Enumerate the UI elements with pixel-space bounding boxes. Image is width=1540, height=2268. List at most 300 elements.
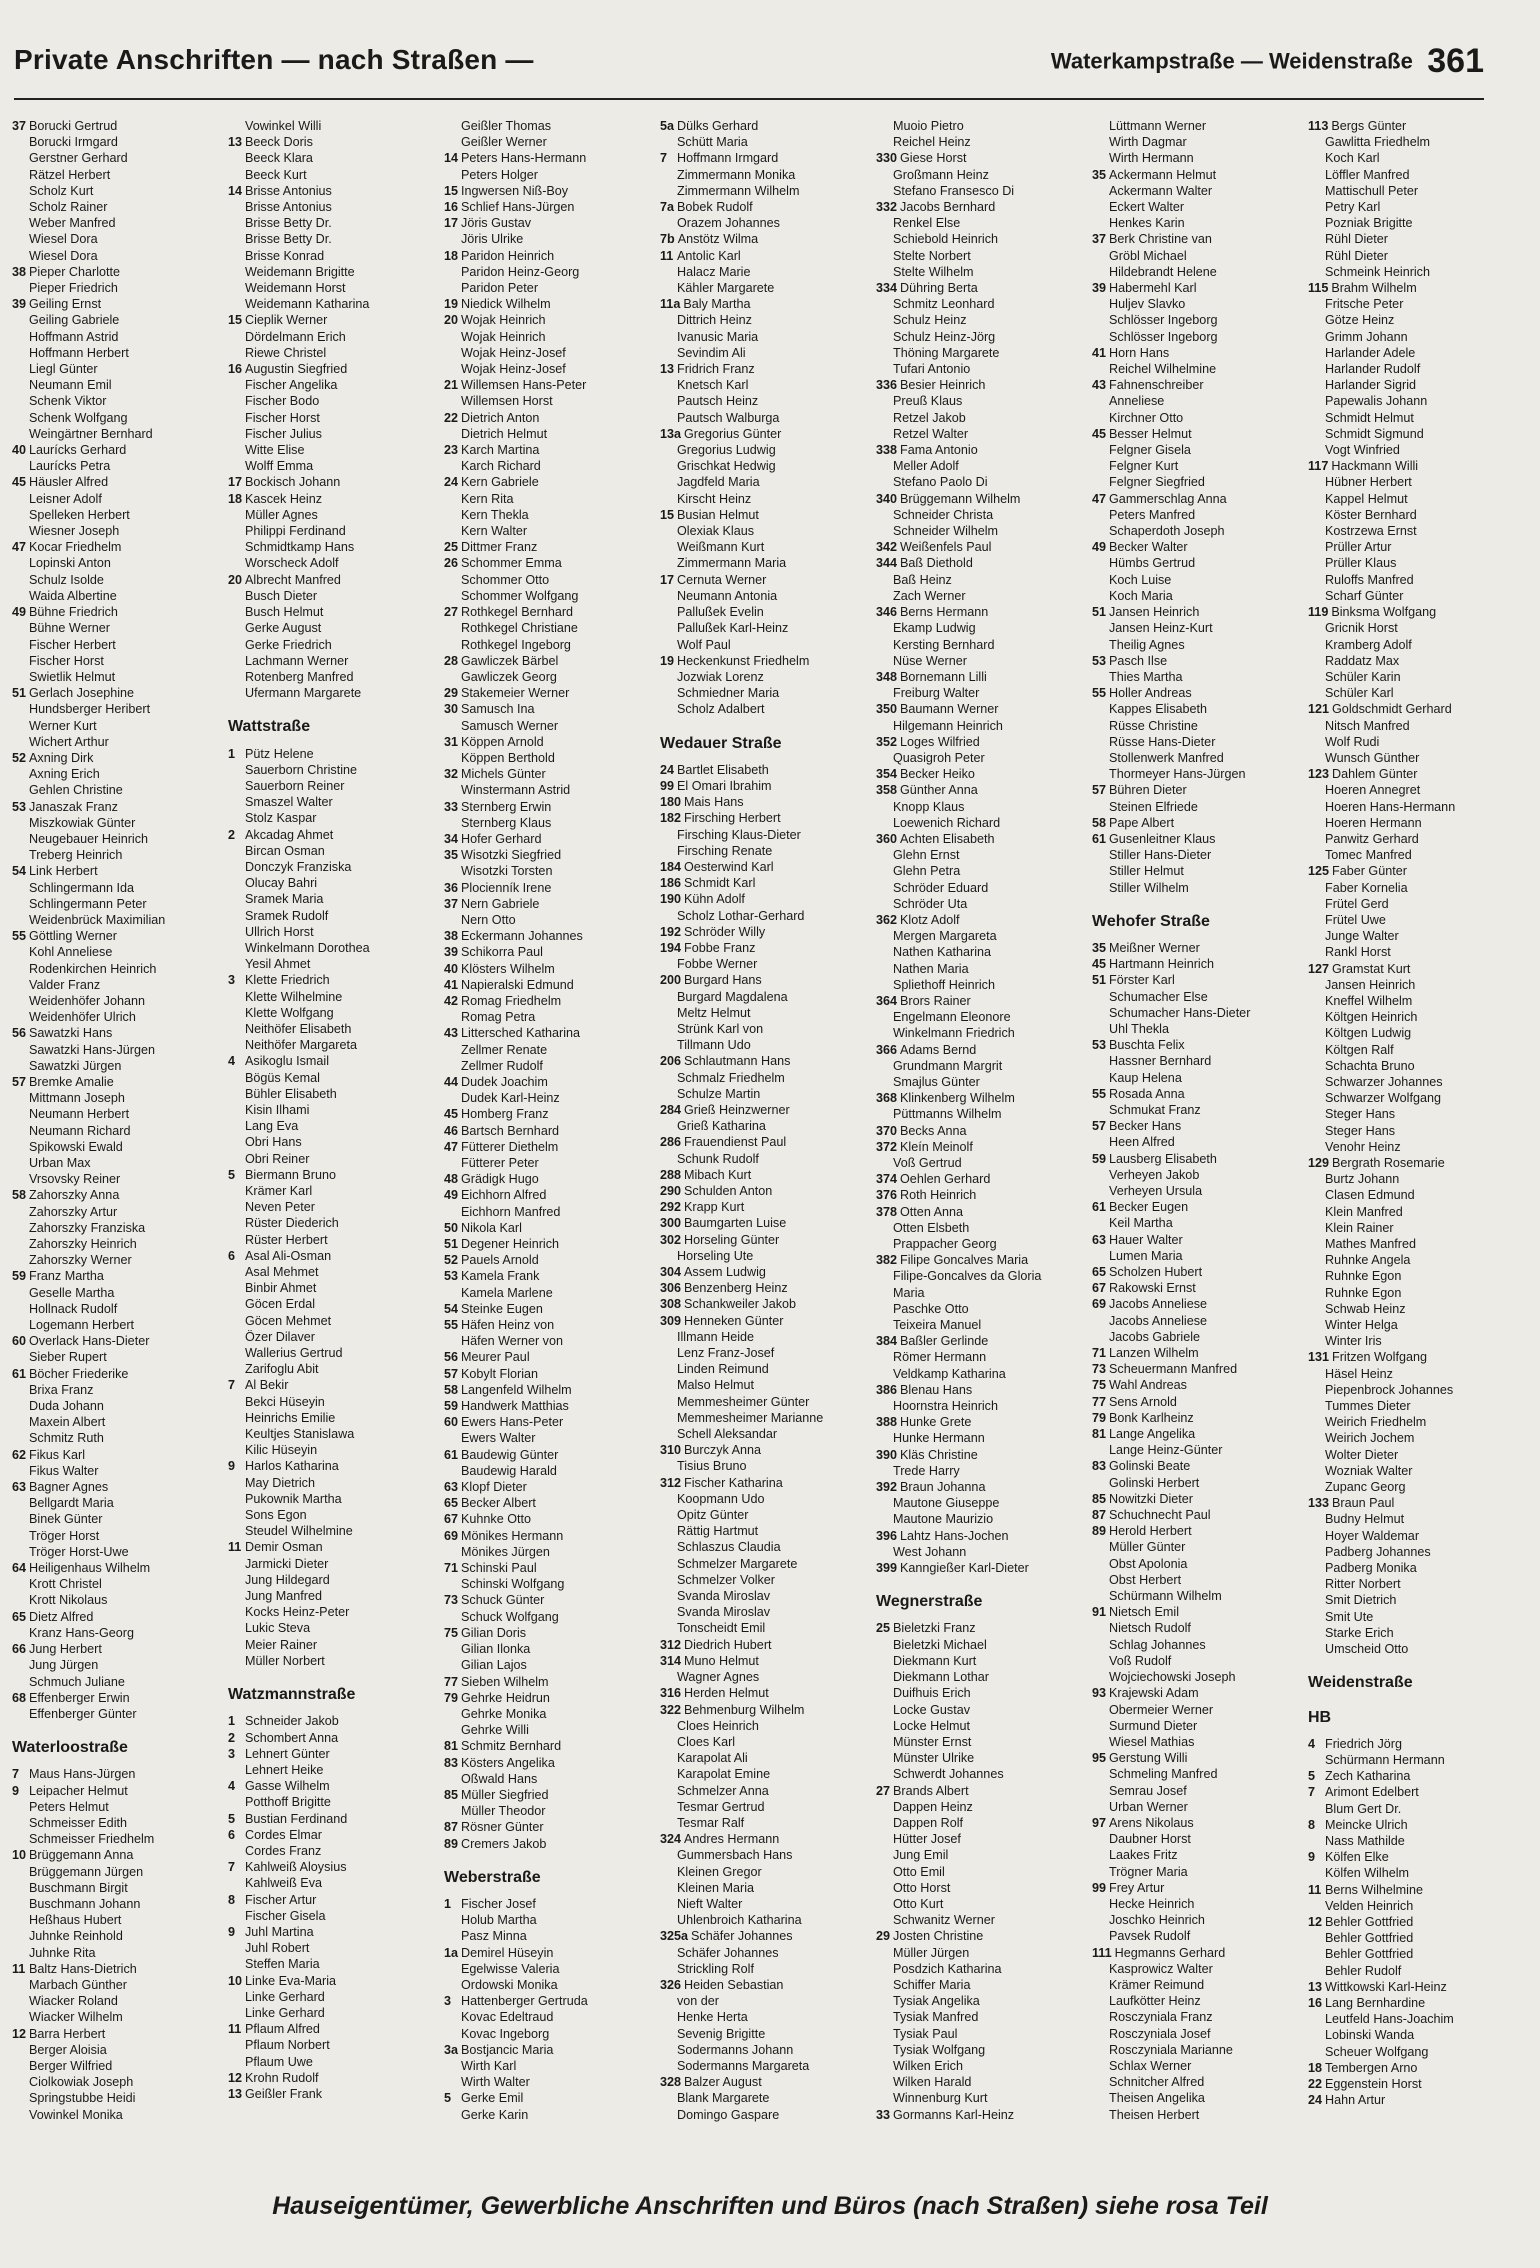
directory-entry — [1092, 1264, 1308, 1280]
directory-entry — [660, 150, 876, 166]
resident-name: Schnitcher Alfred — [1109, 2075, 1205, 2090]
resident-name: Cloes Karl — [677, 1734, 736, 1749]
house-number: 328 — [660, 2075, 682, 2090]
resident-name: Potthoff Brigitte — [245, 1795, 331, 1810]
directory-entry — [876, 1928, 1092, 1944]
directory-entry — [660, 1637, 876, 1653]
resident-name: Weirich Jochem — [1325, 1431, 1415, 1446]
resident-name: Andres Hermann — [684, 1832, 780, 1847]
directory-entry — [444, 555, 660, 571]
resident-name: Nitsch Manfred — [1325, 718, 1410, 733]
resident-name: Kostrzewa Ernst — [1325, 524, 1417, 539]
resident-name: Brisse Antonius — [245, 200, 332, 215]
directory-entry — [1308, 2044, 1524, 2060]
directory-entry — [228, 1827, 444, 1843]
directory-entry — [876, 118, 1092, 134]
resident-name: Reichel Wilhelmine — [1109, 362, 1217, 377]
house-number: 372 — [876, 1139, 898, 1154]
directory-entry — [12, 928, 228, 944]
house-number: 89 — [444, 1836, 459, 1851]
resident-name: Wojak Heinrich — [461, 329, 546, 344]
directory-entry — [660, 1134, 876, 1150]
house-number: 49 — [444, 1188, 459, 1203]
directory-entry — [12, 1382, 228, 1398]
directory-entry — [1308, 280, 1524, 296]
directory-entry — [444, 847, 660, 863]
directory-entry — [228, 118, 444, 134]
resident-name: Otto Emil — [893, 1864, 945, 1879]
resident-name: Petry Karl — [1325, 200, 1381, 215]
resident-name: Schunk Rudolf — [677, 1151, 759, 1166]
resident-name: Kranz Hans-Georg — [29, 1625, 134, 1640]
directory-entry — [876, 669, 1092, 685]
resident-name: Stiller Wilhelm — [1109, 880, 1189, 895]
directory-entry — [1092, 1815, 1308, 1831]
directory-entry — [1308, 410, 1524, 426]
directory-entry — [660, 1831, 876, 1847]
resident-name: Rosczyniala Josef — [1109, 2026, 1211, 2041]
directory-entry — [660, 908, 876, 924]
resident-name: Demir Osman — [245, 1540, 323, 1555]
directory-entry — [660, 1766, 876, 1782]
house-number: 2 — [228, 1730, 236, 1745]
directory-entry — [444, 734, 660, 750]
directory-entry — [876, 1301, 1092, 1317]
resident-name: Asal Ali-Osman — [245, 1248, 332, 1263]
resident-name: Fütterer Diethelm — [461, 1139, 559, 1154]
resident-name: Kappes Elisabeth — [1109, 702, 1208, 717]
directory-entry — [876, 1718, 1092, 1734]
resident-name: Zellmer Renate — [461, 1042, 548, 1057]
directory-entry — [1092, 863, 1308, 879]
directory-entry — [12, 1074, 228, 1090]
directory-entry — [876, 1042, 1092, 1058]
house-number: 67 — [1092, 1281, 1107, 1296]
directory-entry — [228, 1475, 444, 1491]
resident-name: Meier Rainer — [245, 1637, 318, 1652]
resident-name: Harlander Rudolf — [1325, 362, 1421, 377]
resident-name: Pape Albert — [1109, 815, 1175, 830]
house-number: 83 — [1092, 1459, 1107, 1474]
resident-name: Besser Helmut — [1109, 426, 1192, 441]
directory-entry — [444, 1912, 660, 1928]
resident-name: Grischkat Hedwig — [677, 459, 776, 474]
directory-entry — [228, 1215, 444, 1231]
directory-entry — [12, 1993, 228, 2009]
resident-name: Jansen Heinrich — [1325, 977, 1416, 992]
directory-entry — [876, 1560, 1092, 1576]
resident-name: Hauer Walter — [1109, 1232, 1183, 1247]
directory-entry — [660, 1345, 876, 1361]
house-number: 11 — [660, 248, 674, 263]
house-number: 47 — [444, 1139, 459, 1154]
house-number: 54 — [444, 1301, 459, 1316]
resident-name: Cieplik Werner — [245, 313, 328, 328]
resident-name: Arens Nikolaus — [1109, 1815, 1194, 1830]
resident-name: Effenberger Erwin — [29, 1690, 130, 1705]
resident-name: Diedrich Hubert — [684, 1637, 772, 1652]
directory-entry — [876, 1155, 1092, 1171]
resident-name: Bögüs Kemal — [245, 1070, 320, 1085]
resident-name: Lange Angelika — [1109, 1427, 1196, 1442]
resident-name: Rothkegel Bernhard — [461, 605, 574, 620]
resident-name: Paridon Heinrich — [461, 248, 555, 263]
directory-entry — [660, 1734, 876, 1750]
resident-name: Leutfeld Hans-Joachim — [1325, 2012, 1454, 2027]
resident-name: Hattenberger Gertruda — [461, 1994, 588, 2009]
directory-entry — [444, 1236, 660, 1252]
resident-name: Samusch Ina — [461, 702, 535, 717]
directory-entry — [12, 1301, 228, 1317]
house-number: 79 — [1092, 1410, 1107, 1425]
resident-name: Duifhuis Erich — [893, 1686, 971, 1701]
resident-name: Schumacher Else — [1109, 989, 1208, 1004]
resident-name: Kneffel Wilhelm — [1325, 993, 1413, 1008]
resident-name: Mautone Giuseppe — [893, 1496, 1000, 1511]
directory-entry — [12, 426, 228, 442]
house-number: 10 — [228, 1973, 243, 1988]
resident-name: Gerstung Willi — [1109, 1751, 1188, 1766]
directory-entry — [876, 1896, 1092, 1912]
directory-entry — [444, 474, 660, 490]
directory-entry — [12, 474, 228, 490]
house-number: 182 — [660, 811, 682, 826]
resident-name: Wiacker Roland — [29, 1994, 118, 2009]
resident-name: Pütz Helene — [245, 746, 314, 761]
resident-name: Hegmanns Gerhard — [1114, 1945, 1226, 1960]
resident-name: Becker Albert — [461, 1496, 536, 1511]
resident-name: Neumann Emil — [29, 378, 112, 393]
resident-name: Stiller Helmut — [1109, 864, 1184, 879]
directory-entry — [228, 2037, 444, 2053]
house-number: 388 — [876, 1415, 898, 1430]
resident-name: Bonk Karlheinz — [1109, 1410, 1194, 1425]
house-number: 61 — [1092, 1200, 1107, 1215]
directory-entry — [228, 956, 444, 972]
resident-name: Diekmann Kurt — [893, 1653, 977, 1668]
directory-entry — [12, 1815, 228, 1831]
house-number: 11 — [1308, 1882, 1322, 1897]
directory-entry — [228, 1778, 444, 1794]
directory-entry — [12, 1706, 228, 1722]
resident-name: Samusch Werner — [461, 718, 559, 733]
directory-entry — [444, 377, 660, 393]
directory-entry — [12, 1447, 228, 1463]
resident-name: Grimm Johann — [1325, 329, 1408, 344]
resident-name: Zimmermann Wilhelm — [677, 183, 800, 198]
resident-name: Nern Otto — [461, 912, 516, 927]
directory-entry — [12, 572, 228, 588]
directory-entry — [228, 1248, 444, 1264]
directory-entry — [660, 1410, 876, 1426]
house-number: 304 — [660, 1265, 682, 1280]
directory-entry — [12, 2074, 228, 2090]
directory-entry — [444, 912, 660, 928]
directory-entry — [12, 2042, 228, 2058]
directory-entry — [12, 620, 228, 636]
directory-entry — [660, 248, 876, 264]
directory-entry — [660, 891, 876, 907]
directory-entry — [660, 1037, 876, 1053]
resident-name: Obst Apolonia — [1109, 1556, 1188, 1571]
directory-entry — [1092, 1831, 1308, 1847]
directory-entry — [660, 507, 876, 523]
house-number: 334 — [876, 281, 898, 296]
directory-entry — [876, 1831, 1092, 1847]
directory-entry — [1308, 1560, 1524, 1576]
directory-entry — [1308, 523, 1524, 539]
house-number: 206 — [660, 1054, 682, 1069]
resident-name: Ruloffs Manfred — [1325, 572, 1414, 587]
house-number: 65 — [444, 1496, 459, 1511]
directory-entry — [660, 280, 876, 296]
directory-entry — [228, 1523, 444, 1539]
directory-entry — [12, 1945, 228, 1961]
directory-entry — [12, 1479, 228, 1495]
resident-name: Schmelzer Margarete — [677, 1556, 798, 1571]
resident-name: Leipacher Helmut — [29, 1783, 128, 1798]
resident-name: Borucki Gertrud — [29, 119, 118, 133]
directory-entry — [876, 1382, 1092, 1398]
directory-entry — [1092, 1134, 1308, 1150]
resident-name: Behmenburg Wilhelm — [684, 1702, 805, 1717]
directory-entry — [660, 1232, 876, 1248]
house-number: 344 — [876, 556, 898, 571]
directory-entry — [228, 843, 444, 859]
resident-name: Dahlem Günter — [1332, 767, 1418, 782]
house-number: 33 — [444, 799, 459, 814]
house-number: 1a — [444, 1945, 459, 1960]
resident-name: Henke Herta — [677, 2010, 748, 2025]
directory-entry — [1092, 1556, 1308, 1572]
directory-entry — [12, 1025, 228, 1041]
resident-name: Neumann Richard — [29, 1123, 131, 1138]
directory-entry — [1308, 215, 1524, 231]
directory-entry — [12, 377, 228, 393]
resident-name: Arimont Edelbert — [1325, 1785, 1419, 1800]
resident-name: Raddatz Max — [1325, 653, 1400, 668]
directory-entry — [12, 1139, 228, 1155]
directory-entry — [1092, 1539, 1308, 1555]
resident-name: Worscheck Adolf — [245, 556, 339, 571]
directory-entry — [876, 1025, 1092, 1041]
resident-name: Lausberg Elisabeth — [1109, 1151, 1217, 1166]
directory-entry — [228, 1811, 444, 1827]
resident-name: Schlösser Ingeborg — [1109, 329, 1218, 344]
resident-name: Anstötz Wilma — [677, 232, 759, 247]
directory-entry — [660, 669, 876, 685]
house-number: 13a — [660, 426, 682, 441]
directory-entry — [1092, 1734, 1308, 1750]
house-number: 342 — [876, 540, 898, 555]
directory-entry — [1308, 1009, 1524, 1025]
directory-entry — [660, 296, 876, 312]
street-heading: Weidenstraße — [1308, 1674, 1413, 1692]
resident-name: Rühl Dieter — [1325, 232, 1388, 247]
resident-name: Karapolat Ali — [677, 1751, 748, 1766]
resident-name: Kähler Margarete — [677, 281, 775, 296]
resident-name: Posdzich Katharina — [893, 1961, 1002, 1976]
directory-entry — [12, 1123, 228, 1139]
resident-name: Steinke Eugen — [461, 1301, 543, 1316]
resident-name: Wojak Heinz-Josef — [461, 362, 566, 377]
directory-entry — [228, 908, 444, 924]
resident-name: Wisotzki Siegfried — [461, 848, 562, 863]
resident-name: Harlos Katharina — [245, 1459, 339, 1474]
resident-name: Kleín Meinolf — [900, 1139, 973, 1154]
directory-entry — [1308, 150, 1524, 166]
resident-name: Römer Hermann — [893, 1350, 987, 1365]
resident-name: Geselle Martha — [29, 1285, 115, 1300]
directory-entry — [12, 718, 228, 734]
directory-entry — [228, 1394, 444, 1410]
resident-name: Gerke Karin — [461, 2107, 529, 2122]
resident-name: Karch Richard — [461, 459, 541, 474]
street-heading: Waterloostraße — [12, 1739, 128, 1757]
house-number: 68 — [12, 1690, 27, 1705]
directory-entry — [876, 701, 1092, 717]
resident-name: Gregorius Ludwig — [677, 443, 776, 458]
resident-name: Kern Thekla — [461, 507, 529, 522]
street-heading: Wedauer Straße — [660, 734, 782, 752]
directory-entry — [1092, 426, 1308, 442]
directory-entry — [876, 1620, 1092, 1636]
directory-entry — [660, 2074, 876, 2090]
directory-entry — [660, 1896, 876, 1912]
resident-name: Illmann Heide — [677, 1329, 755, 1344]
directory-entry — [1092, 1183, 1308, 1199]
resident-name: Hoeren Annegret — [1325, 783, 1421, 798]
house-number: 180 — [660, 795, 682, 810]
resident-name: Juhnke Rita — [29, 1945, 96, 1960]
resident-name: Paridon Peter — [461, 281, 539, 296]
house-number: 11 — [12, 1961, 26, 1976]
directory-entry — [876, 1187, 1092, 1203]
resident-name: Habermehl Karl — [1109, 281, 1197, 296]
house-number: 45 — [12, 475, 27, 490]
resident-name: Surmund Dieter — [1109, 1718, 1198, 1733]
house-number: 11 — [228, 2022, 242, 2037]
directory-entry — [1092, 312, 1308, 328]
directory-entry — [444, 1139, 660, 1155]
resident-name: Ivanusic Maria — [677, 329, 759, 344]
resident-name: Mergen Margareta — [893, 929, 997, 944]
directory-entry — [660, 1604, 876, 1620]
directory-entry — [12, 1220, 228, 1236]
directory-entry — [1092, 1167, 1308, 1183]
resident-name: Langenfeld Wilhelm — [461, 1382, 572, 1397]
directory-entry — [444, 150, 660, 166]
house-number: 59 — [1092, 1151, 1107, 1166]
resident-name: Scheuermann Manfred — [1109, 1362, 1238, 1377]
directory-entry — [1092, 1750, 1308, 1766]
directory-entry — [876, 1106, 1092, 1122]
resident-name: Koch Karl — [1325, 151, 1380, 166]
directory-entry — [876, 1544, 1092, 1560]
directory-entry — [1308, 555, 1524, 571]
directory-entry — [1308, 1946, 1524, 1962]
house-number: 25 — [876, 1621, 891, 1636]
resident-name: Faber Günter — [1332, 864, 1407, 879]
resident-name: Meincke Ulrich — [1325, 1817, 1408, 1832]
directory-entry — [444, 993, 660, 1009]
resident-name: Harlander Adele — [1325, 345, 1416, 360]
house-number: 49 — [12, 605, 27, 620]
resident-name: Padberg Johannes — [1325, 1544, 1431, 1559]
directory-entry — [12, 912, 228, 928]
resident-name: Koch Luise — [1109, 572, 1172, 587]
directory-entry — [1092, 637, 1308, 653]
resident-name: Lachmann Werner — [245, 653, 349, 668]
directory-entry — [1308, 491, 1524, 507]
resident-name: Theisen Herbert — [1109, 2107, 1200, 2122]
directory-entry — [876, 1139, 1092, 1155]
directory-entry — [876, 491, 1092, 507]
resident-name: Mattischull Peter — [1325, 183, 1419, 198]
resident-name: Schulden Anton — [684, 1184, 773, 1198]
resident-name: Mais Hans — [684, 795, 744, 810]
directory-entry — [1092, 1718, 1308, 1734]
directory-entry — [444, 1738, 660, 1754]
resident-name: Költgen Ludwig — [1325, 1026, 1412, 1041]
directory-entry — [876, 1685, 1092, 1701]
resident-name: Rüster Herbert — [245, 1232, 328, 1247]
resident-name: Becker Hans — [1109, 1119, 1182, 1134]
directory-entry — [1092, 782, 1308, 798]
directory-entry — [876, 799, 1092, 815]
directory-entry — [12, 993, 228, 1009]
resident-name: Filipe-Goncalves da Gloria — [893, 1269, 1042, 1284]
resident-name: Littersched Katharina — [461, 1026, 581, 1041]
resident-name: Becks Anna — [900, 1123, 967, 1138]
resident-name: Häfen Werner von — [461, 1334, 563, 1349]
house-number: 64 — [12, 1561, 27, 1576]
resident-name: Krohn Rudolf — [245, 2070, 319, 2085]
resident-name: Brixa Franz — [29, 1382, 94, 1397]
house-number: 374 — [876, 1172, 898, 1187]
directory-entry — [444, 718, 660, 734]
resident-name: Baß Diethold — [900, 556, 973, 571]
directory-entry — [1092, 2058, 1308, 2074]
resident-name: Schankweiler Jakob — [684, 1297, 797, 1312]
street-heading: Weberstraße — [444, 1868, 541, 1886]
directory-entry — [660, 118, 876, 134]
directory-entry — [444, 1301, 660, 1317]
directory-entry — [1308, 134, 1524, 150]
resident-name: Dittmer Franz — [461, 540, 538, 555]
resident-name: Tysiak Angelika — [893, 1994, 980, 2009]
resident-name: Muoio Pietro — [893, 119, 964, 133]
resident-name: Cordes Elmar — [245, 1827, 322, 1842]
resident-name: Baly Martha — [683, 297, 751, 312]
house-number: 93 — [1092, 1686, 1107, 1701]
house-number: 5 — [1308, 1769, 1316, 1784]
directory-entry — [1308, 199, 1524, 215]
resident-name: Borucki Irmgard — [29, 135, 118, 150]
resident-name: Mibach Kurt — [684, 1167, 752, 1182]
resident-name: Hilgemann Heinrich — [893, 718, 1003, 733]
resident-name: Beeck Klara — [245, 151, 313, 166]
resident-name: Lang Bernhardine — [1325, 1995, 1426, 2010]
directory-entry — [444, 1074, 660, 1090]
resident-name: Braun Paul — [1332, 1496, 1395, 1511]
house-number: 13 — [228, 135, 243, 150]
directory-entry — [1308, 1317, 1524, 1333]
resident-name: Kuhnke Otto — [461, 1512, 532, 1527]
resident-name: Cernuta Werner — [677, 572, 767, 587]
directory-entry — [444, 896, 660, 912]
house-number: 358 — [876, 783, 898, 798]
